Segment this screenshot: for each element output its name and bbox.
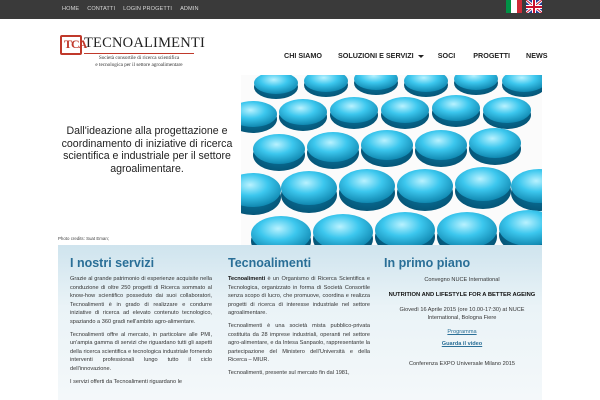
topnav-home-link[interactable]: HOME bbox=[62, 6, 80, 12]
topnav-contatti-link[interactable]: CONTATTI bbox=[87, 6, 116, 12]
logo-mark-icon: TCA bbox=[60, 35, 82, 55]
content-band bbox=[58, 245, 542, 400]
next-event-label: Conferenza EXPO Universale Milano 2015 bbox=[408, 360, 516, 367]
site-logo[interactable] bbox=[58, 33, 205, 73]
event-label: Convegno NUCE International bbox=[424, 277, 500, 283]
services-text: Grazie al grande patrimonio di esperienze acquisite nella conduzione di oltre 250 progetti di Ricerca sommato al know-how scientifico posseduto dai suoi collaboratori, Tecnoalimenti è in grado di realizzare e condurre iniziative di ricerca ad elevato contenuto tecnologico, spaziando a 360 gradi nell'ambito agro-alimentare. Tecnoalimenti offre al mercato, in particolare alle PMI, un'ampia gamma di servizi che riguardano tutti gli aspetti della ricerca scientifica e tecnologica industriale fornendo interventi professionali lungo tutto il ciclo dell'innovazione. I servizi offerti da Tecnoalimenti riguardano le bbox=[70, 276, 212, 385]
language-switcher bbox=[506, 0, 542, 13]
topnav-admin-link[interactable]: ADMIN bbox=[180, 6, 199, 12]
logo-name: TECNOALIMENTI bbox=[84, 35, 205, 51]
hero-headline: Dall'ideazione alla progettazione e coordinamento di iniziative di ricerca scientifica e industriale per il settore agroalimentare. bbox=[61, 125, 233, 175]
nav-soluzioni-e-servizi[interactable]: SOLUZIONI E SERVIZI bbox=[338, 45, 424, 67]
italy-flag-icon[interactable] bbox=[506, 0, 522, 13]
nav-chi-siamo[interactable]: CHI SIAMO bbox=[284, 51, 322, 60]
photo-credit: Photo credits: Suat Eman; bbox=[58, 236, 110, 241]
top-nav bbox=[58, 0, 203, 19]
hero-banner bbox=[58, 75, 542, 245]
hero-image bbox=[241, 75, 542, 245]
logo-subtitle: e tecnologica per il settore agroalimentare bbox=[95, 62, 183, 68]
news-column bbox=[384, 245, 540, 367]
video-link[interactable]: Guarda il video bbox=[441, 340, 483, 347]
main-nav bbox=[280, 45, 548, 67]
news-title: In primo piano bbox=[384, 256, 471, 270]
nav-progetti[interactable]: PROGETTI bbox=[473, 51, 511, 60]
services-column bbox=[70, 245, 212, 390]
logo-divider bbox=[84, 53, 194, 54]
programma-link[interactable]: Programma bbox=[447, 328, 477, 335]
event-date: Giovedì 16 Aprile 2015 (ore 10.00-17:30) at NUCE International, Bologna Fiere bbox=[399, 306, 525, 322]
logo-subtitle: Società consortile di ricerca scientifica bbox=[98, 55, 180, 61]
uk-flag-icon[interactable] bbox=[526, 0, 542, 13]
topnav-login-progetti-link[interactable]: LOGIN PROGETTI bbox=[123, 6, 173, 12]
services-title: I nostri servizi bbox=[70, 256, 155, 270]
chevron-down-icon bbox=[418, 55, 424, 58]
nav-news[interactable]: NEWS bbox=[526, 51, 548, 60]
about-column bbox=[228, 245, 370, 382]
event-title: NUTRITION AND LIFESTYLE FOR A BETTER AGEING bbox=[388, 292, 536, 298]
top-bar bbox=[0, 0, 600, 19]
about-title: Tecnoalimenti bbox=[228, 256, 312, 270]
nav-soci[interactable]: SOCI bbox=[437, 51, 456, 60]
about-text: Tecnoalimenti è un Organismo di Ricerca Scientifica e Tecnologica, organizzato in forma di Società Consortile senza scopo di lucro, che promuove, coordina e realizza progetti di ricerca di interesse industriale nel settore agroalimentare. Tecnoalimenti è una società mista pubblico-privata costituita da 28 imprese industriali, operanti nel settore agro-alimentare, e da Intesa Sanpaolo, rappresentante la partecipazione del Ministero dell'Università e della Ricerca – MIUR. Tecnoalimenti, presente sul mercato fin dal 1981, bbox=[228, 276, 370, 376]
